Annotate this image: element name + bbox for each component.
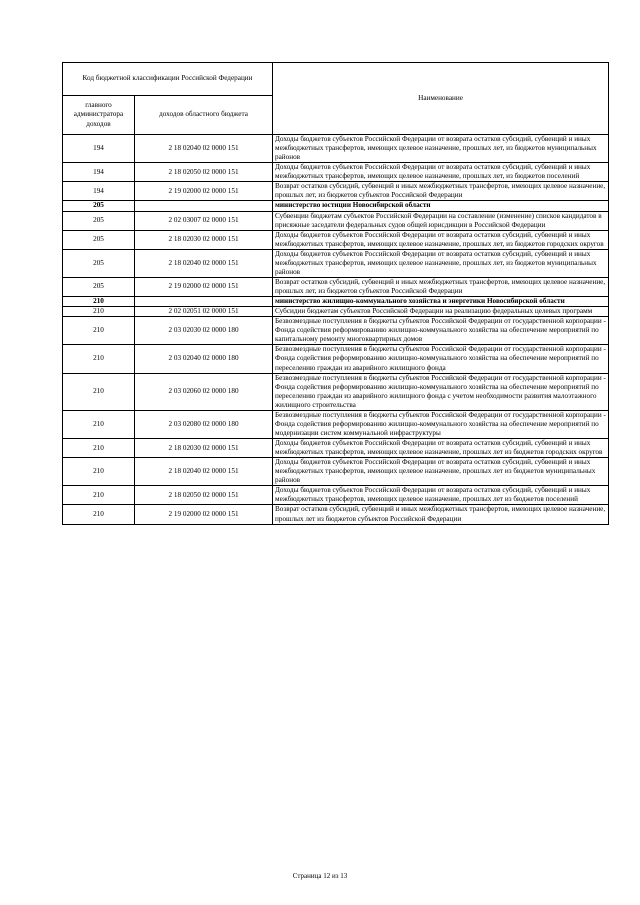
cell-admin-code: 194 (63, 135, 135, 163)
cell-name: Возврат остатков субсидий, субвенций и иных межбюджетных трансфертов, имеющих целевое назначение, прошлых лет из бюджетов субъектов Российской Федерации (273, 505, 609, 524)
cell-admin-code: 210 (63, 317, 135, 345)
cell-admin-code: 210 (63, 486, 135, 505)
cell-revenue-code (135, 201, 273, 211)
table-row-section (63, 297, 609, 307)
table-row (63, 439, 609, 458)
cell-admin-code: 210 (63, 458, 135, 486)
cell-revenue-code: 2 03 02060 02 0000 180 (135, 373, 273, 410)
header-classification-code: Код бюджетной классификации Российской Федерации (63, 63, 273, 96)
cell-revenue-code: 2 18 02030 02 0000 151 (135, 439, 273, 458)
cell-revenue-code: 2 02 03007 02 0000 151 (135, 211, 273, 230)
cell-admin-code: 205 (63, 249, 135, 277)
cell-revenue-code: 2 03 02040 02 0000 180 (135, 345, 273, 373)
table-row (63, 486, 609, 505)
cell-revenue-code: 2 18 02040 02 0000 151 (135, 249, 273, 277)
cell-revenue-code: 2 19 02000 02 0000 151 (135, 182, 273, 201)
cell-revenue-code: 2 19 02000 02 0000 151 (135, 505, 273, 524)
page-number: Страница 12 из 13 (292, 872, 348, 880)
cell-name: Возврат остатков субсидий, субвенций и иных межбюджетных трансфертов, имеющих целевое назначение, прошлых лет, из бюджетов субъектов Российской Федерации (273, 182, 609, 201)
cell-admin-code: 210 (63, 297, 135, 307)
table-body (63, 135, 609, 525)
table-row (63, 458, 609, 486)
cell-admin-code: 210 (63, 307, 135, 317)
header-name: Наименование (273, 63, 609, 135)
table-row (63, 317, 609, 345)
table-row (63, 373, 609, 410)
table-row (63, 505, 609, 524)
cell-name: Доходы бюджетов субъектов Российской Федерации от возврата остатков субсидий, субвенций и иных межбюджетных трансфертов, имеющих целевое назначение, прошлых лет, из бюджетов поселений (273, 163, 609, 182)
cell-name: Доходы бюджетов субъектов Российской Федерации от возврата остатков субсидий, субвенций и иных межбюджетных трансфертов, имеющих целевое назначение, прошлых лет из бюджетов городских округов (273, 439, 609, 458)
cell-name: Безвозмездные поступления в бюджеты субъектов Российской Федерации от государственной корпорации - Фонда содействия реформированию жилищно-коммунального хозяйства на обеспечение мероприятий по капитальному ремонту многоквартирных домов (273, 317, 609, 345)
cell-admin-code: 210 (63, 373, 135, 410)
table-row (63, 249, 609, 277)
table-row (63, 307, 609, 317)
cell-name: Доходы бюджетов субъектов Российской Федерации от возврата остатков субсидий, субвенций и иных межбюджетных трансфертов, имеющих целевое назначение, прошлых лет из бюджетов поселений (273, 486, 609, 505)
cell-name: Доходы бюджетов субъектов Российской Федерации от возврата остатков субсидий, субвенций и иных межбюджетных трансфертов, имеющих целевое назначение, прошлых лет, из бюджетов муниципальных районов (273, 135, 609, 163)
cell-revenue-code (135, 297, 273, 307)
table-row (63, 230, 609, 249)
cell-admin-code: 205 (63, 201, 135, 211)
header-admin: главного администратора доходов (63, 96, 135, 135)
cell-name: Доходы бюджетов субъектов Российской Федерации от возврата остатков субсидий, субвенций и иных межбюджетных трансфертов, имеющих целевое назначение, прошлых лет, из бюджетов городских округов (273, 230, 609, 249)
cell-admin-code: 210 (63, 410, 135, 438)
cell-admin-code: 210 (63, 345, 135, 373)
table-row (63, 135, 609, 163)
cell-revenue-code: 2 18 02040 02 0000 151 (135, 458, 273, 486)
cell-admin-code: 194 (63, 182, 135, 201)
cell-revenue-code: 2 18 02040 02 0000 151 (135, 135, 273, 163)
cell-name: министерство юстиции Новосибирской области (273, 201, 609, 211)
budget-classification-table (62, 62, 609, 525)
cell-admin-code: 205 (63, 230, 135, 249)
cell-admin-code: 205 (63, 211, 135, 230)
cell-name: Субсидии бюджетам субъектов Российской Федерации на реализацию федеральных целевых программ (273, 307, 609, 317)
cell-revenue-code: 2 18 02030 02 0000 151 (135, 230, 273, 249)
table-row (63, 277, 609, 296)
cell-name: Безвозмездные поступления в бюджеты субъектов Российской Федерации от государственной корпорации - Фонда содействия реформированию жилищно-коммунального хозяйства на обеспечение мероприятий по переселению граждан из аварийного жилищного фонда (273, 345, 609, 373)
table-row (63, 410, 609, 438)
cell-name: министерство жилищно-коммунального хозяйства и энергетики Новосибирской области (273, 297, 609, 307)
cell-name: Безвозмездные поступления в бюджеты субъектов Российской Федерации от государственной корпорации - Фонда содействия реформированию жилищно-коммунального хозяйства на обеспечение мероприятий по модернизации систем коммунальной инфраструктуры (273, 410, 609, 438)
cell-revenue-code: 2 18 02050 02 0000 151 (135, 486, 273, 505)
cell-revenue-code: 2 18 02050 02 0000 151 (135, 163, 273, 182)
cell-name: Безвозмездные поступления в бюджеты субъектов Российской Федерации от государственной корпорации - Фонда содействия реформированию жилищно-коммунального хозяйства на обеспечение мероприятий по переселению граждан из аварийного жилищного фонда с учетом необходимости развития малоэтажного жилищного строительства (273, 373, 609, 410)
cell-admin-code: 210 (63, 439, 135, 458)
table-row-section (63, 201, 609, 211)
header-revenue-code: доходов областного бюджета (135, 96, 273, 135)
cell-revenue-code: 2 03 02080 02 0000 180 (135, 410, 273, 438)
cell-revenue-code: 2 02 02051 02 0000 151 (135, 307, 273, 317)
cell-admin-code: 210 (63, 505, 135, 524)
cell-admin-code: 205 (63, 277, 135, 296)
cell-admin-code: 194 (63, 163, 135, 182)
cell-name: Доходы бюджетов субъектов Российской Федерации от возврата остатков субсидий, субвенций и иных межбюджетных трансфертов, имеющих целевое назначение, прошлых лет из бюджетов муниципальных районов (273, 458, 609, 486)
cell-revenue-code: 2 03 02030 02 0000 180 (135, 317, 273, 345)
cell-name: Возврат остатков субсидий, субвенций и иных межбюджетных трансфертов, имеющих целевое назначение, прошлых лет, из бюджетов субъектов Российской Федерации (273, 277, 609, 296)
table-row (63, 163, 609, 182)
table-row (63, 211, 609, 230)
cell-revenue-code: 2 19 02000 02 0000 151 (135, 277, 273, 296)
table-row (63, 345, 609, 373)
table-row (63, 182, 609, 201)
cell-name: Доходы бюджетов субъектов Российской Федерации от возврата остатков субсидий, субвенций и иных межбюджетных трансфертов, имеющих целевое назначение, прошлых лет, из бюджетов муниципальных районов (273, 249, 609, 277)
cell-name: Субвенции бюджетам субъектов Российской Федерации на составление (изменение) списков кандидатов в присяжные заседатели федеральных судов общей юрисдикции в Российской Федерации (273, 211, 609, 230)
